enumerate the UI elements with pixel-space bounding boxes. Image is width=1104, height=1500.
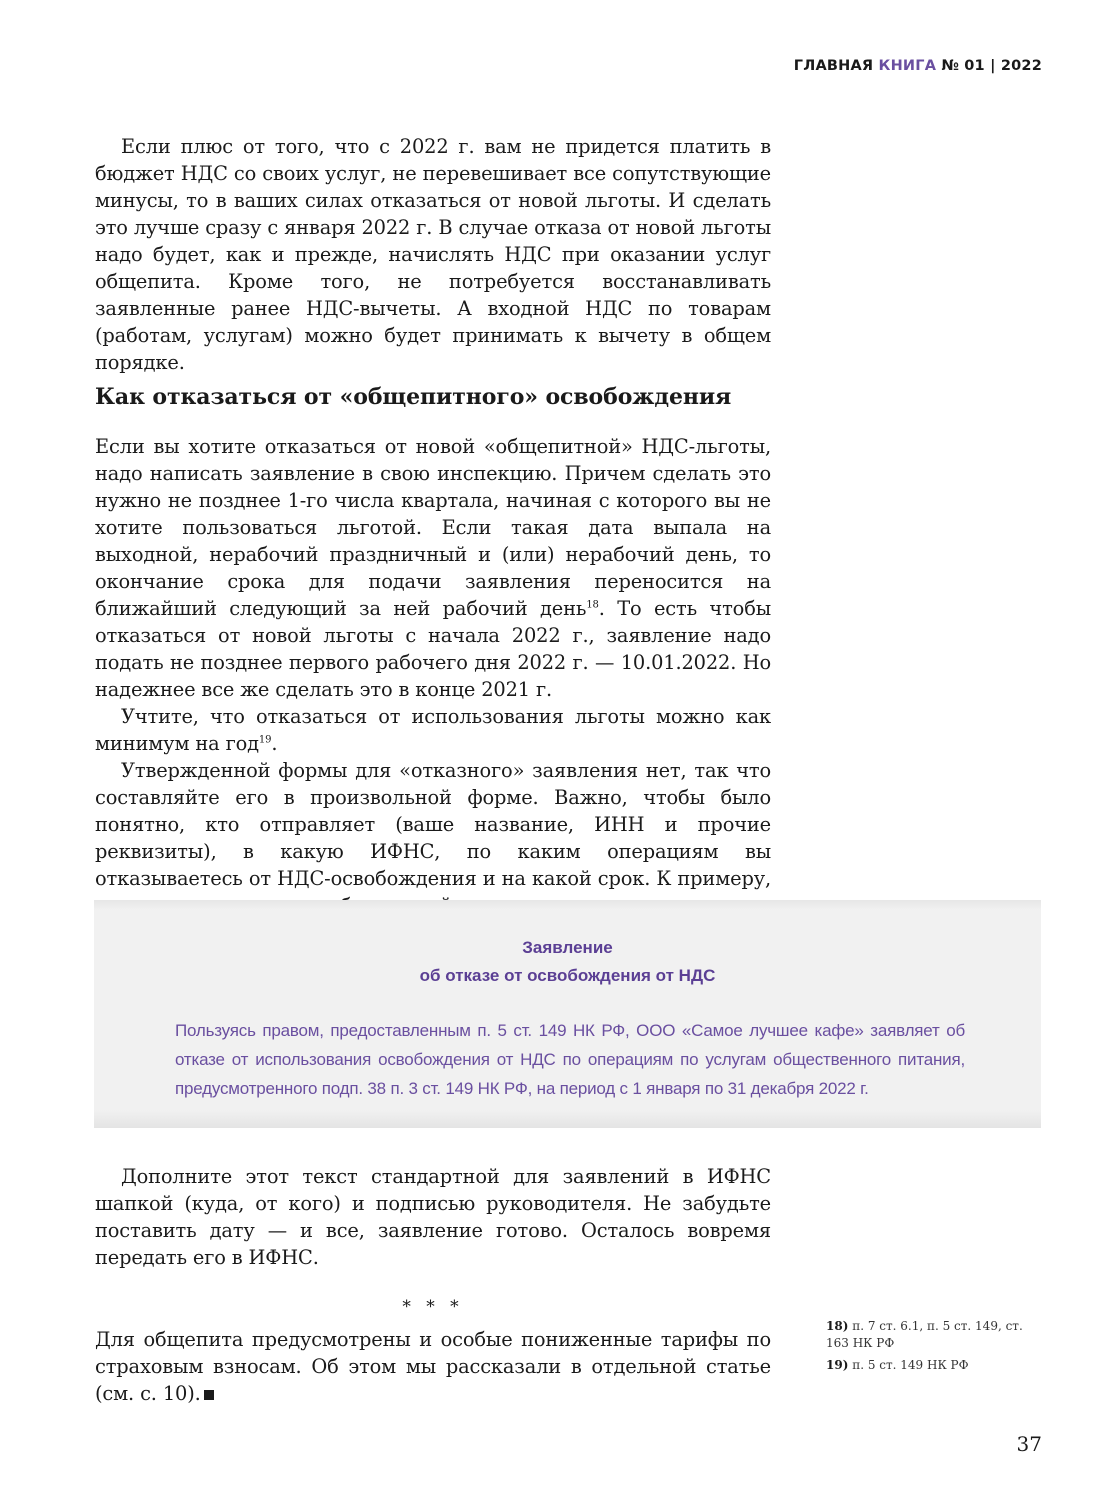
footnote-ref-18[interactable]: 18 xyxy=(586,599,599,611)
refusal-text-a: Если вы хотите отказаться от новой «общепитной» НДС-льготы, надо написать заявление в свою инспекцию. Причем сделать это нужно не позднее 1-го числа квартала, начиная с которого вы не хотите пользоваться льготой. Если такая дата выпала на выходной, нерабочий праздничный и (или) нерабочий день, то окончание срока для подачи заявления переносится на ближайший следующий за ней рабочий день xyxy=(95,435,771,620)
intro-paragraph: Если плюс от того, что с 2022 г. вам не придется платить в бюджет НДС со своих услуг, не перевешивает все сопутствующие минусы, то в ваших силах отказаться от новой льготы. И сделать это лучше сразу с января 2022 г. В случае отказа от новой льготы надо будет, как и прежде, начислять НДС при оказании услуг общепита. Кроме того, не потребуется восстанавливать заявленные ранее НДС-вычеты. А входной НДС по товарам (работам, услугам) можно будет принимать к вычету в общем порядке. xyxy=(95,135,771,374)
refusal-paragraph-2 xyxy=(95,703,771,757)
issue-number: № 01 | 2022 xyxy=(941,58,1042,74)
final-section xyxy=(95,1326,771,1407)
footnote-18 xyxy=(826,1318,1026,1352)
running-header xyxy=(794,58,1042,74)
brand-main: ГЛАВНАЯ xyxy=(793,58,874,74)
footnote-19-text: п. 5 ст. 149 НК РФ xyxy=(848,1358,969,1372)
refusal-paragraph-3: Утвержденной формы для «отказного» заявления нет, так что составляйте его в произвольной форме. Важно, чтобы было понятно, кто отправляет (ваше название, ИНН и прочие реквизиты), в какую ИФНС, по каким операциям вы отказываетесь от НДС-освобождения и на какой срок. К примеру, xyxy=(95,759,771,890)
closing-paragraph: Дополните этот текст стандартной для заявлений в ИФНС шапкой (куда, от кого) и подписью руководителя. Не забудьте поставить дату — и все, заявление готово. Осталось вовремя передать его в ИФНС. xyxy=(95,1165,771,1269)
sample-statement-box xyxy=(94,900,1041,1128)
footnote-19 xyxy=(826,1357,1026,1374)
footnote-19-number: 19) xyxy=(826,1358,849,1372)
sample-title-line-2: об отказе от освобождения от НДС xyxy=(419,966,716,985)
section-heading: Как отказаться от «общепитного» освобождения xyxy=(95,384,732,410)
sample-title-line-1: Заявление xyxy=(522,938,613,957)
footnote-18-text: п. 7 ст. 6.1, п. 5 ст. 149, ст. 163 НК РФ xyxy=(826,1319,1023,1350)
page-number: 37 xyxy=(1016,1432,1042,1456)
intro-section xyxy=(95,133,771,376)
end-mark-icon xyxy=(204,1390,214,1400)
sample-title xyxy=(94,934,1041,990)
refusal-text-c: Учтите, что отказаться от использования льготы можно как минимум на год xyxy=(95,705,771,755)
separator-stars: * * * xyxy=(402,1297,464,1317)
footnotes xyxy=(826,1318,1026,1379)
refusal-section xyxy=(95,433,771,919)
refusal-text-b: . То есть чтобы отказаться от новой льготы с начала 2022 г., заявление надо подать не позднее первого рабочего дня 2022 г. — 10.01.2022. Но надежнее все же сделать это в конце 2021 г. xyxy=(95,597,772,701)
final-text: Для общепита предусмотрены и особые пониженные тарифы по страховым взносам. Об этом мы рассказали в отдельной статье (см. с. 10). xyxy=(95,1328,771,1405)
footnote-ref-19[interactable]: 19 xyxy=(258,734,272,746)
closing-section xyxy=(95,1163,771,1271)
sample-text: Пользуясь правом, предоставленным п. 5 ст. 149 НК РФ, ООО «Самое лучшее кафе» заявляет об отказе от использования освобождения от НДС по операциям по услугам общественного питания, предусмотренного подп. 38 п. 3 ст. 149 НК РФ, на период с 1 января по 31 декабря 2022 г. xyxy=(175,1021,965,1098)
refusal-paragraph-1 xyxy=(95,433,771,703)
refusal-text-d: . xyxy=(271,732,278,755)
brand-accent: КНИГА xyxy=(878,58,937,74)
final-paragraph xyxy=(95,1326,771,1407)
footnote-18-number: 18) xyxy=(826,1319,849,1333)
